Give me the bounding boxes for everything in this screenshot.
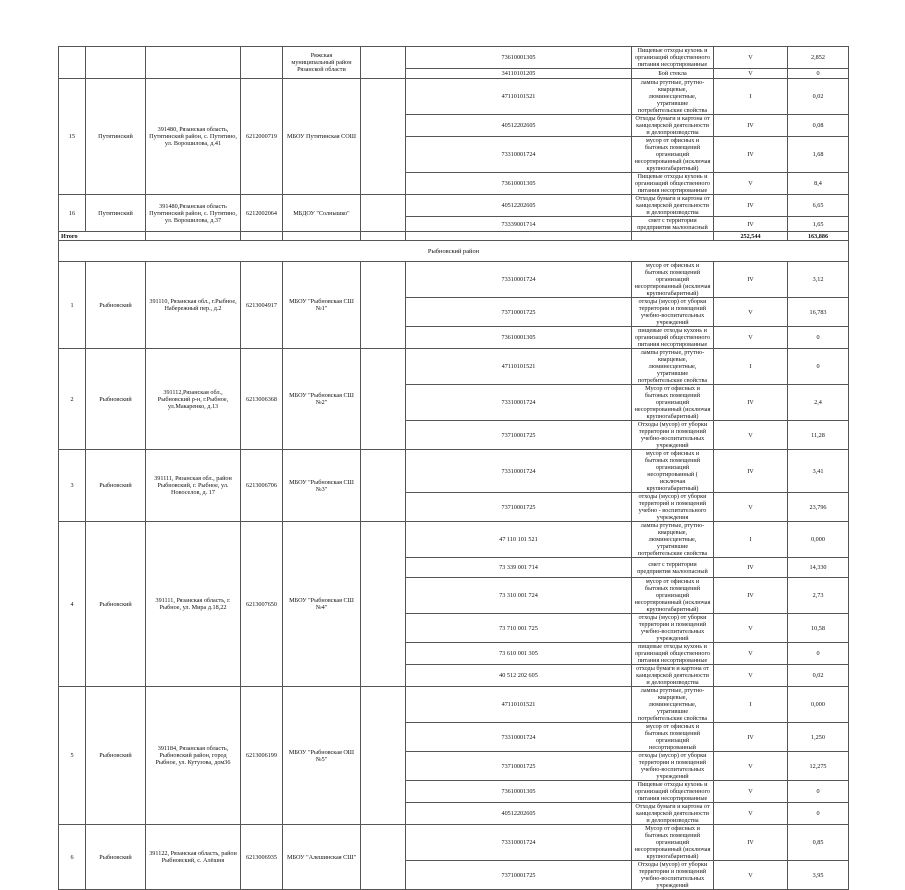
empty-cell [361,349,406,450]
waste-name-cell: Отходы бумаги и картона от канцелярской деятельности и делопроизводства [632,803,714,825]
hazard-class-cell: IV [714,262,788,298]
waste-code-cell: 34110101205 [406,69,632,79]
waste-code-cell: 40512202605 [406,803,632,825]
waste-name-cell: Мусор от офисных и бытовых помещений организаций несортированный (исключая крупногабаритный) [632,385,714,421]
district-cell: Рыбновский [86,687,146,825]
hazard-class-cell: V [714,69,788,79]
organization-name-cell: Ряжская муниципальный район Рязанской области [283,47,361,79]
hazard-class-cell: IV [714,217,788,232]
total-label-cell: Итого [59,232,146,241]
address-cell: 391111, Рязанская обл., район Рыбновский, г. Рыбное, ул. Новоселов, д. 17 [146,450,241,522]
empty-cell [283,232,361,241]
waste-code-cell: 73610001305 [406,327,632,349]
waste-code-cell: 73310001724 [406,450,632,493]
waste-name-cell: мусор от офисных и бытовых помещений организаций несортированный (исключая крупногабаритный) [632,137,714,173]
value-prev-cell: 0 [788,349,849,385]
district-cell [86,47,146,79]
waste-code-cell: 47110101521 [406,687,632,723]
empty-cell [361,232,406,241]
row-number-cell: 15 [59,79,86,195]
waste-code-cell: 73 310 001 724 [406,578,632,614]
address-cell: 391184, Рязанская область, Рыбновский район, город Рыбное, ул. Кутузова, дом36 [146,687,241,825]
empty-cell [241,232,283,241]
waste-code-cell: 73 339 001 714 [406,558,632,578]
table-row [59,450,849,493]
value-prev-cell: 0,08 [788,115,849,137]
value-prev-cell: 2,73 [788,578,849,614]
value-prev-cell: 2,4 [788,385,849,421]
waste-code-cell: 40 512 202 605 [406,665,632,687]
hazard-class-cell: V [714,493,788,522]
waste-name-cell: Бой стекла [632,69,714,79]
waste-name-cell: Пищевые отходы кухонь и организаций общественного питания несортированные [632,47,714,69]
waste-name-cell: смет с территории предприятия малоопасный [632,217,714,232]
table-row [59,195,849,217]
hazard-class-cell: I [714,687,788,723]
table-row [59,825,849,861]
hazard-class-cell: I [714,79,788,115]
waste-code-cell: 73710001725 [406,861,632,890]
hazard-class-cell: V [714,614,788,643]
total-row [59,232,849,241]
empty-cell [146,232,241,241]
waste-name-cell: Пищевые отходы кухонь и организаций общественного питания несортированные [632,781,714,803]
hazard-class-cell: IV [714,723,788,752]
waste-name-cell: отходы (мусор) от уборки территории и помещений учебно-воспитательных учреждений [632,614,714,643]
hazard-class-cell: V [714,421,788,450]
inn-cell: 6212000719 [241,79,283,195]
address-cell: 391112,Рязанская обл., Рыбновский р-н, г.Рыбное, ул.Макаренко, д.13 [146,349,241,450]
value-prev-cell: 23,796 [788,493,849,522]
empty-cell [361,450,406,522]
waste-code-cell: 73310001724 [406,385,632,421]
waste-name-cell: лампы ртутные, ртутно-кварцевые, люминесцентные, утратившие потребительские свойства [632,349,714,385]
hazard-class-cell: V [714,861,788,890]
empty-cell [361,825,406,890]
value-prev-cell: 1,65 [788,217,849,232]
waste-name-cell: мусор от офисных и бытовых помещений организаций несортированный (исключая крупногабаритный) [632,262,714,298]
table-row [59,522,849,558]
hazard-class-cell: V [714,803,788,825]
district-cell: Рыбновский [86,349,146,450]
waste-name-cell: пищевые отходы кухонь и организаций общественного питания несортированные [632,327,714,349]
row-number-cell: 3 [59,450,86,522]
waste-code-cell: 47 110 101 521 [406,522,632,558]
waste-name-cell: лампы ртутные, ртутно-кварцевые, люминесцентные, утратившие потребительские свойства [632,522,714,558]
value-prev-cell: 3,12 [788,262,849,298]
value-prev-cell: 2,852 [788,47,849,69]
inn-cell: 6213006368 [241,349,283,450]
inn-cell: 6213007650 [241,522,283,687]
hazard-class-cell: V [714,643,788,665]
table-row [59,262,849,298]
empty-cell [361,195,406,232]
waste-name-cell: отходы (мусор) от уборки территорий и помещений учебно - воспитательного учреждения [632,493,714,522]
total-curr-cell: 163,886 [788,232,849,241]
waste-name-cell: Пищевые отходы кухонь и организаций общественного питания несортированные [632,173,714,195]
empty-cell [361,79,406,195]
hazard-class-cell: IV [714,578,788,614]
empty-cell [361,522,406,687]
hazard-class-cell: V [714,327,788,349]
row-number-cell: 5 [59,687,86,825]
district-cell: Рыбновский [86,262,146,349]
waste-code-cell: 47110101521 [406,79,632,115]
waste-code-cell: 73710001725 [406,298,632,327]
value-prev-cell: 11,28 [788,421,849,450]
hazard-class-cell: V [714,665,788,687]
waste-code-cell: 73610001305 [406,173,632,195]
value-prev-cell: 0,000 [788,687,849,723]
waste-name-cell: Отходы бумаги и картона от канцелярской деятельности и делопроизводства [632,195,714,217]
section-title: Рыбновский район [59,241,849,262]
waste-name-cell: мусор от офисных и бытовых помещений организаций несортированный [632,723,714,752]
waste-code-cell: 40512202605 [406,195,632,217]
value-prev-cell: 1,250 [788,723,849,752]
organization-name-cell: МБОУ "Рыбновская СШ №1" [283,262,361,349]
organization-name-cell: МБОУ Путятинская СОШ [283,79,361,195]
row-number-cell: 2 [59,349,86,450]
hazard-class-cell: V [714,47,788,69]
value-prev-cell: 0 [788,327,849,349]
waste-name-cell: Отходы бумаги и картона от канцелярской деятельности и делопроизводства [632,115,714,137]
address-cell: 391480, Рязанская область, Путятинский район, с. Путятино, ул. Ворошилова, д.41 [146,79,241,195]
waste-code-cell: 73310001724 [406,825,632,861]
waste-name-cell: отходы (мусор) от уборки территории и помещений учебно-воспитательных учреждений [632,752,714,781]
organization-name-cell: МБОУ "Рыбновская СШ №4" [283,522,361,687]
hazard-class-cell: IV [714,137,788,173]
row-number-cell [59,47,86,79]
waste-code-cell: 73710001725 [406,752,632,781]
organization-name-cell: МБОУ "Алешинская СШ" [283,825,361,890]
address-cell: 391110, Рязанская обл., г.Рыбное, Набережный пер., д.2 [146,262,241,349]
hazard-class-cell: IV [714,558,788,578]
value-prev-cell: 12,275 [788,752,849,781]
waste-name-cell: лампы ртутные, ртутно-кварцевые, люминесцентные, утратившие потребительские свойства [632,79,714,115]
value-prev-cell: 3,41 [788,450,849,493]
table-row [59,47,849,69]
value-prev-cell: 1,68 [788,137,849,173]
waste-name-cell: пищевые отходы кухонь и организаций общественного питания несортированные [632,643,714,665]
empty-cell [406,232,632,241]
value-prev-cell: 14,330 [788,558,849,578]
inn-cell: 6213006706 [241,450,283,522]
section-row [59,241,849,262]
waste-name-cell: отходы бумаги и картона от канцелярской деятельности и делопроизводства [632,665,714,687]
empty-cell [632,232,714,241]
value-prev-cell: 10,58 [788,614,849,643]
total-prev-cell: 252,544 [714,232,788,241]
hazard-class-cell: I [714,349,788,385]
waste-name-cell: мусор от офисных и бытовых помещений организаций несортированный (исключая крупногабаритный) [632,578,714,614]
waste-name-cell: смет с территории предприятия малоопасный [632,558,714,578]
inn-cell [241,47,283,79]
organization-name-cell: МБОУ "Рыбновская СШ №2" [283,349,361,450]
value-prev-cell: 3,95 [788,861,849,890]
hazard-class-cell: V [714,173,788,195]
waste-code-cell: 73310001724 [406,723,632,752]
waste-table [58,46,849,890]
address-cell: 391480,Рязанская область Путятинский район, с. Путятино, ул. Ворошилова, д.37 [146,195,241,232]
organization-name-cell: МБДОУ "Солнышко" [283,195,361,232]
hazard-class-cell: IV [714,385,788,421]
waste-code-cell: 73710001725 [406,493,632,522]
hazard-class-cell: IV [714,450,788,493]
value-prev-cell: 0,000 [788,522,849,558]
inn-cell: 6212002064 [241,195,283,232]
value-prev-cell: 0 [788,781,849,803]
row-number-cell: 16 [59,195,86,232]
hazard-class-cell: IV [714,195,788,217]
empty-cell [361,262,406,349]
value-prev-cell: 0 [788,69,849,79]
district-cell: Рыбновский [86,450,146,522]
address-cell: 391122, Рязанская область, район Рыбновский, с. Алёшня [146,825,241,890]
district-cell: Рыбновский [86,522,146,687]
hazard-class-cell: IV [714,825,788,861]
waste-name-cell: отходы (мусор) от уборки территории и помещений учебно-воспитательных учреждений [632,298,714,327]
hazard-class-cell: V [714,298,788,327]
table-row [59,687,849,723]
value-prev-cell: 0,02 [788,79,849,115]
address-cell: 391111, Рязанская область, г. Рыбное, ул. Мира д.18,22 [146,522,241,687]
row-number-cell: 6 [59,825,86,890]
organization-name-cell: МБОУ "Рыбновская СШ №3" [283,450,361,522]
table-row [59,79,849,115]
value-prev-cell: 0 [788,803,849,825]
inn-cell: 6213006199 [241,687,283,825]
value-prev-cell: 0 [788,643,849,665]
waste-name-cell: мусор от офисных и бытовых помещений организаций несортированный ( исключая крупногабаритный) [632,450,714,493]
waste-name-cell: Мусор от офисных и бытовых помещений организаций несортированный (исключая крупногабаритный) [632,825,714,861]
empty-cell [361,47,406,79]
waste-code-cell: 73339001714 [406,217,632,232]
district-cell: Рыбновский [86,825,146,890]
district-cell: Путятинский [86,195,146,232]
waste-code-cell: 73610001305 [406,47,632,69]
inn-cell: 6213004917 [241,262,283,349]
value-prev-cell: 8,4 [788,173,849,195]
row-number-cell: 4 [59,522,86,687]
waste-code-cell: 73710001725 [406,421,632,450]
hazard-class-cell: V [714,781,788,803]
row-number-cell: 1 [59,262,86,349]
waste-code-cell: 47110101521 [406,349,632,385]
district-cell: Путятинский [86,79,146,195]
value-prev-cell: 0,02 [788,665,849,687]
value-prev-cell: 0,85 [788,825,849,861]
waste-code-cell: 73610001305 [406,781,632,803]
organization-name-cell: МБОУ "Рыбновская ОШ №5" [283,687,361,825]
waste-name-cell: Отходы (мусор) от уборки территории и помещений учебно-воспитательных учреждений [632,861,714,890]
waste-name-cell: Отходы (мусор) от уборки территории и помещений учебно-воспитательных учреждений [632,421,714,450]
waste-code-cell: 73310001724 [406,137,632,173]
waste-code-cell: 40512202605 [406,115,632,137]
hazard-class-cell: V [714,752,788,781]
empty-cell [361,687,406,825]
waste-code-cell: 73 710 001 725 [406,614,632,643]
waste-code-cell: 73 610 001 305 [406,643,632,665]
waste-report-sheet [58,46,848,890]
table-row [59,349,849,385]
inn-cell: 6213006935 [241,825,283,890]
value-prev-cell: 16,783 [788,298,849,327]
hazard-class-cell: IV [714,115,788,137]
waste-name-cell: лампы ртутные, ртутно-кварцевые, люминесцентные, утратившие потребительские свойства [632,687,714,723]
address-cell [146,47,241,79]
hazard-class-cell: I [714,522,788,558]
value-prev-cell: 6,65 [788,195,849,217]
waste-code-cell: 73310001724 [406,262,632,298]
